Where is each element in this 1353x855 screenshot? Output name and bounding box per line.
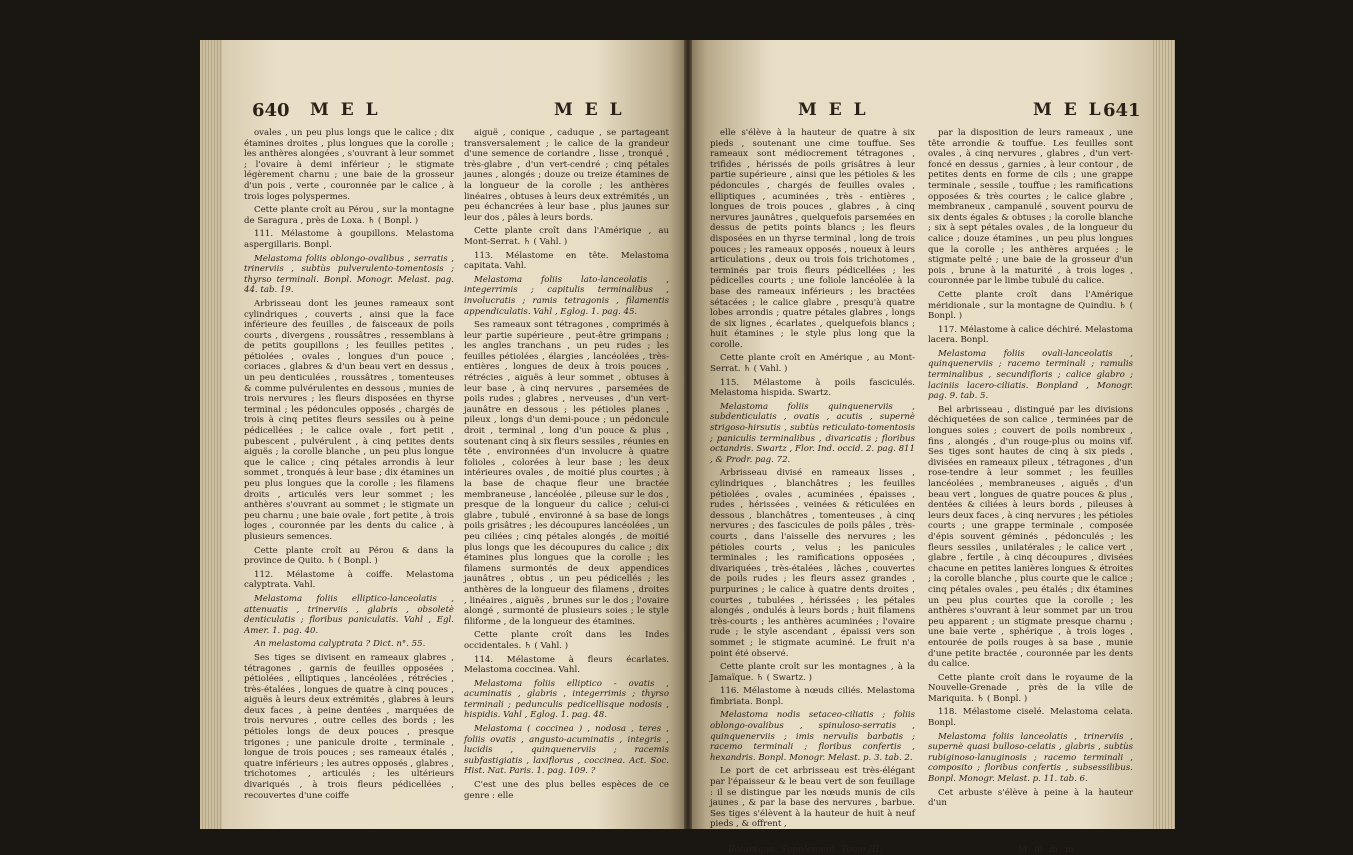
footer-signature: M m m m: [1018, 845, 1076, 855]
paragraph: 111. Mélastome à goupillons. Melastoma aspergillaris. Bonpl.: [244, 229, 454, 250]
paragraph: elle s'élève à la hauteur de quatre à six pieds , soutenant une cime touffue. Ses rameaux sont médiocrement tétragones , trifides , hérissés de poils grisâtres à leur partie supérieure , ainsi que les pétioles & les pédoncules , chargés de feuilles ovales , elliptiques , acuminées , très - entières , longues de trois pouces , glabres , à cinq nervures jaunâtres , quelquefois parsemées en dessus de petits points blancs ; les fleurs disposées en un thyrse terminal , long de trois pouces ; les rameaux opposés , noueux à leurs articulations , deux ou trois fois trichotomes , terminés par trois fleurs pédicellées ; les pédicelles courts ; une foliole lancéolée à la base des rameaux inférieurs ; les bractées sétacées ; le calice glabre , presqu'à quatre lobes arrondis ; quatre pétales glabres , longs de six lignes , écarlates , quelquefois blancs ; huit étamines ; le style plus long que la corolle.: [710, 128, 915, 350]
paragraph: Cette plante croît au Pérou , sur la montagne de Saragura , près de Loxa. ♄ ( Bonpl. ): [244, 205, 454, 226]
paragraph: 115. Mélastome à poils fasciculés. Melastoma hispida. Swartz.: [710, 377, 915, 399]
paragraph: Melastoma foliis lanceolatis , trinerviis , supernè quasi bulloso-celatis , glabris , subtùs rubiginoso-lanuginosis ; racemo terminali , composito ; floribus confertis , subsessilibus. Bonpl. Monogr. Melast. p. 11. tab. 6.: [928, 731, 1133, 785]
paragraph: Melastoma foliis elliptico-lanceolatis , attenuatis , trinerviis , glabris , obsoletè denticulatis ; floribus paniculatis. Vahl , Egl. Amer. 1. pag. 40.: [244, 593, 454, 636]
right-column-1: [710, 128, 915, 833]
paragraph: 116. Mélastome à nœuds ciliés. Melastoma fimbriata. Bonpl.: [710, 686, 915, 707]
paragraph: Ses tiges se divisent en rameaux glabres , tétragones , garnis de feuilles opposées , pétiolées , elliptiques , lancéolées , rétrécies , très-étalées , longues de quatre à cinq pouces , aiguës à leurs deux extrémités , glabres à leurs deux faces , à peine dentées , marquées de trois nervures , outre celles des bords ; les pétioles longs de deux pouces , presque trigones ; une panicule droite , terminale , longue de trois pouces ; ses rameaux étalés , quatre inférieurs ; les autres opposés , glabres , trichotomes , articulés ; les ultérieurs divariqués , à trois fleurs pédicellées , recouvertes d'une coiffe: [244, 652, 454, 801]
paragraph: Cette plante croît dans le royaume de la Nouvelle-Grenade , près de la ville de Mariquita. ♄ ( Bonpl. ): [928, 672, 1133, 704]
right-page-number: 641: [1103, 100, 1141, 121]
left-running-header: M E L: [310, 100, 381, 120]
paragraph: par la disposition de leurs rameaux , une tête arrondie & touffue. Les feuilles sont ovales , à cinq nervures , glabres , d'un vert-foncé en dessus , garnies , à leur contour , de petites dents en forme de cils ; une grappe terminale , sessile , touffue ; les ramifications opposées & très courtes ; le calice glabre , membraneux , campanulé , souvent pourvu de six dents égales & obtuses ; la corolle blanche ; six à sept pétales ovales , de la longueur du calice ; douze étamines , un peu plus longues que la corolle ; les anthères arquées ; le stigmate pelté ; une baie de la grosseur d'un pois , brune à la maturité , à trois loges , couronnée par le limbe tubulé du calice.: [928, 128, 1133, 287]
paragraph: 118. Mélastome ciselé. Melastoma celata. Bonpl.: [928, 707, 1133, 729]
paragraph: Cet arbuste s'élève à peine à la hauteur d'un: [928, 787, 1133, 809]
paragraph: 114. Mélastome à fleurs écarlates. Melastoma coccinea. Vahl.: [464, 654, 669, 676]
paragraph: Cette plante croît dans les Indes occidentales. ♄ ( Vahl. ): [464, 630, 669, 651]
paragraph: ovales , un peu plus longs que le calice ; dix étamines droites , plus longues que la corolle ; les anthères alongées , s'ouvrant à leur sommet ; l'ovaire à demi inférieur ; le stigmate légèrement charnu ; une baie de la grosseur d'un pois , verte , couronnée par le calice , à trois loges polyspermes.: [244, 128, 454, 202]
paragraph: Cette plante croît dans l'Amérique méridionale , sur la montagne de Quindiu. ♄ ( Bonpl. ): [928, 289, 1133, 322]
paragraph: Melastoma foliis quinquenerviis , subdenticulatis , ovatis , acutis , supernè strigoso-hirsutis , subtùs reticulato-tomentosis ; paniculis terminalibus , divaricatis ; floribus octandris. Swartz , Flor. Ind. occid. 2. pag. 811 , & Prodr. pag. 72.: [710, 401, 915, 465]
paragraph: Cette plante croît au Pérou & dans la province de Quito. ♄ ( Bonpl. ): [244, 545, 454, 567]
paragraph: Arbrisseau dont les jeunes rameaux sont cylindriques , couverts , ainsi que la face inférieure des feuilles , de faisceaux de poils courts , divergens , roussâtres , ressemblans à de petits goupillons ; les feuilles petites , pétiolées , ovales , longues d'un pouce , coriaces , glabres & d'un beau vert en dessus , un peu denticulées , roussâtres , tomenteuses & comme pulvérulentes en dessous , munies de trois nervures ; les fleurs disposées en thyrse terminal ; les pédoncules opposés , chargés de trois à cinq petites fleurs sessiles ou à peine pédicellées ; le calice ovale , fort petit , pubescent , pulvérulent , à cinq petites dents aiguës ; la corolle blanche , un peu plus longue que le calice ; cinq pétales arrondis à leur sommet , tronqués à leur base ; dix étamines un peu plus longues que la corolle ; les filamens droits , articulés vers leur sommet ; les anthères s'ouvrant au sommet ; le stigmate un peu charnu ; une baie ovale , fort petite , à trois loges , couronnée par les dents du calice , à plusieurs semences.: [244, 298, 454, 542]
right-running-header: M E L: [1033, 100, 1104, 120]
right-page: [688, 40, 1153, 855]
paragraph: Cette plante croît en Amérique , au Mont-Serrat. ♄ ( Vahl. ): [710, 353, 915, 375]
paragraph: C'est une des plus belles espèces de ce genre : elle: [464, 780, 669, 801]
paragraph: Arbrisseau divisé en rameaux lisses , cylindriques , blanchâtres ; les feuilles pétiolées , ovales , acuminées , épaisses , rudes , hérissées , veinées & réticulées en dessous , blanchâtres , tomenteuses , à cinq nervures ; des fascicules de poils pâles , très-courts , dans l'aisselle des nervures ; les pétioles courts , velus ; les panicules terminales ; les ramifications opposées , divariquées , très-étalées , lâches , couvertes de poils rudes ; les fleurs assez grandes , purpurines ; le calice à quatre dents droites , courtes , tubulées , hérissées ; les pétales alongés , ondulés à leurs bords ; huit filamens très-courts ; les anthères acuminées ; l'ovaire rude ; le style ascendant , épaissi vers son sommet ; le stigmate acuminé. Le fruit n'a point été observé.: [710, 468, 915, 659]
paragraph: Ses rameaux sont tétragones , comprimés à leur partie supérieure , peut-être grimpans ; les angles tranchans , un peu rudes ; les feuilles pétiolées , élargies , lancéolées , très-entières , longues de deux à trois pouces , rétrécies , aiguës à leur sommet , obtuses à leur base , à cinq nervures , parsemées de poils rudes ; glabres , nerveuses , d'un vert-jaunâtre en dessous ; les pétioles planes , pileux , longs d'un demi-pouce ; un pédoncule droit , terminal , long d'un pouce & plus , soutenant cinq à six fleurs sessiles , réunies en tête , environnées d'un involucre à quatre folioles , colorées à leur base ; les deux intérieures ovales , de moitié plus courtes ; à la base de chaque fleur une bractée membraneuse , lancéolée , pileuse sur le dos , presque de la longueur du calice ; celui-ci glabre , tubulé , environné à sa base de longs poils grisâtres ; les découpures lancéolées , un peu ciliées ; cinq pétales alongés , de moitié plus longs que les découpures du calice ; dix étamines plus longues que la corolle ; les filamens surmontés de deux appendices jaunâtres , obtus , un peu pédicellés ; les anthères de la longueur des filamens , droites , linéaires , aiguës , brunes sur le dos ; l'ovaire alongé , surmonté de plusieurs soies ; le style filiforme , de la longueur des étamines.: [464, 320, 669, 627]
right-column-2: [928, 128, 1133, 812]
paragraph: aiguë , conique , caduque , se partageant transversalement ; le calice de la grandeur d'une semence de coriandre , lisse , tronqué , très-glabre , d'un vert-cendré ; cinq pétales jaunes , alongés ; douze ou treize étamines de la longueur de la corolle ; les anthères linéaires , obtuses à leurs deux extrémités , un peu échancrées à leur base , plus jaunes sur leur dos , pâles à leurs bords.: [464, 128, 669, 223]
paragraph: Cette plante croît dans l'Amérique , au Mont-Serrat. ♄ ( Vahl. ): [464, 226, 669, 247]
paragraph: An melastoma calyptrata ? Dict. n°. 55.: [254, 639, 426, 650]
paragraph: Melastoma foliis elliptico - ovatis , acuminatis , glabris , integerrimis ; thyrso terminali ; pedunculis pedicellisque nodosis , hispidis. Vahl , Eglog. 1. pag. 48.: [464, 678, 669, 721]
left-column-2: [464, 128, 669, 804]
paragraph: Cette plante croît sur les montagnes , à la Jamaïque. ♄ ( Swartz. ): [710, 662, 915, 683]
left-column-1: [244, 128, 454, 804]
left-page-number: 640: [252, 100, 290, 121]
paragraph: Melastoma nodis setaceo-ciliatis ; foliis oblongo-ovalibus , spinuloso-serratis , quinquenerviis ; imis nervulis barbatis ; racemo terminali ; floribus confertis , hexandris. Bonpl. Monogr. Melast. p. 3. tab. 2.: [710, 710, 915, 763]
right-running-header-left: M E L: [798, 100, 869, 120]
paragraph: 112. Mélastome à coiffe. Melastoma calyptrata. Vahl.: [244, 569, 454, 591]
paragraph: Melastoma foliis lato-lanceolatis , integerrimis ; capitulis terminalibus , involucratis ; ramis tetragonis , filamentis appendiculatis. Vahl , Eglog. 1. pag. 45.: [464, 274, 669, 317]
left-page: [222, 40, 688, 829]
paragraph: Melastoma foliis oblongo-ovalibus , serratis , trinerviis , subtùs pulverulento-tomentosis ; thyrso terminali. Bonpl. Monogr. Melast. pag. 44. tab. 19.: [244, 253, 454, 296]
paragraph: Melastoma ( coccinea ) , nodosa , teres , foliis ovatis , angusto-acuminatis , integris , lucidis , quinquenerviis ; racemis subfastigiatis , laxiflorus , coccinea. Act. Soc. Hist. Nat. Paris. 1. pag. 109. ?: [464, 724, 669, 777]
book-gutter: [684, 40, 692, 829]
paragraph: 113. Mélastome en tête. Melastoma capitata. Vahl.: [464, 250, 669, 272]
footer-volume-title: Botanique. Supplément. Tome III.: [728, 845, 882, 855]
paragraph: Bel arbrisseau , distingué par les divisions déchiquetées de son calice , terminées par de longues soies ; couvert de poils nombreux , fins , alongés , d'un rouge-plus ou moins vif. Ses tiges sont hautes de cinq à six pieds , divisées en rameaux pileux , tétragones , d'un rose-tendre à leur sommet ; les feuilles lancéolées , membraneuses , aiguës , d'un beau vert , longues de quatre pouces & plus , dentées & ciliées à leurs bords , pileuses à leurs deux faces , à cinq nervures ; les pétioles courts ; une grappe terminale , composée d'épis souvent géminés , pédonculés ; les fleurs sessiles , unilatérales ; le calice vert , glabre , fertile , à cinq découpures , divisées chacune en petites lanières longues & étroites ; la corolle blanche , plus courte que le calice ; cinq pétales ovales , peu étalés ; dix étamines un peu plus courtes que la corolle ; les anthères s'ouvrant à leur sommet par un trou peu apparent ; un stigmate presque charnu ; une baie verte , sphérique , à trois loges , entourée de poils rouges à sa base , munie d'une petite bractée , couronnée par les dents du calice.: [928, 404, 1133, 670]
paragraph: 117. Mélastome à calice déchiré. Melastoma lacera. Bonpl.: [928, 324, 1133, 346]
paragraph: Melastoma foliis ovali-lanceolatis , quinquenerviis ; racemo terminali ; ramulis terminalibus , secundifloris ; calice glabro ; laciniis lacero-ciliatis. Bonpland , Monogr. pag. 9. tab. 5.: [928, 348, 1133, 402]
left-running-header-right: M E L: [554, 100, 625, 120]
paragraph: Le port de cet arbrisseau est très-élégant par l'épaisseur & le beau vert de son feuillage : il se distingue par les nœuds munis de cils jaunes , & par la base des nervures , barbue. Ses tiges s'élèvent à la hauteur de huit à neuf pieds , & offrent ,: [710, 766, 915, 830]
page-edges-left: [200, 40, 222, 829]
page-edges-right: [1153, 40, 1175, 829]
